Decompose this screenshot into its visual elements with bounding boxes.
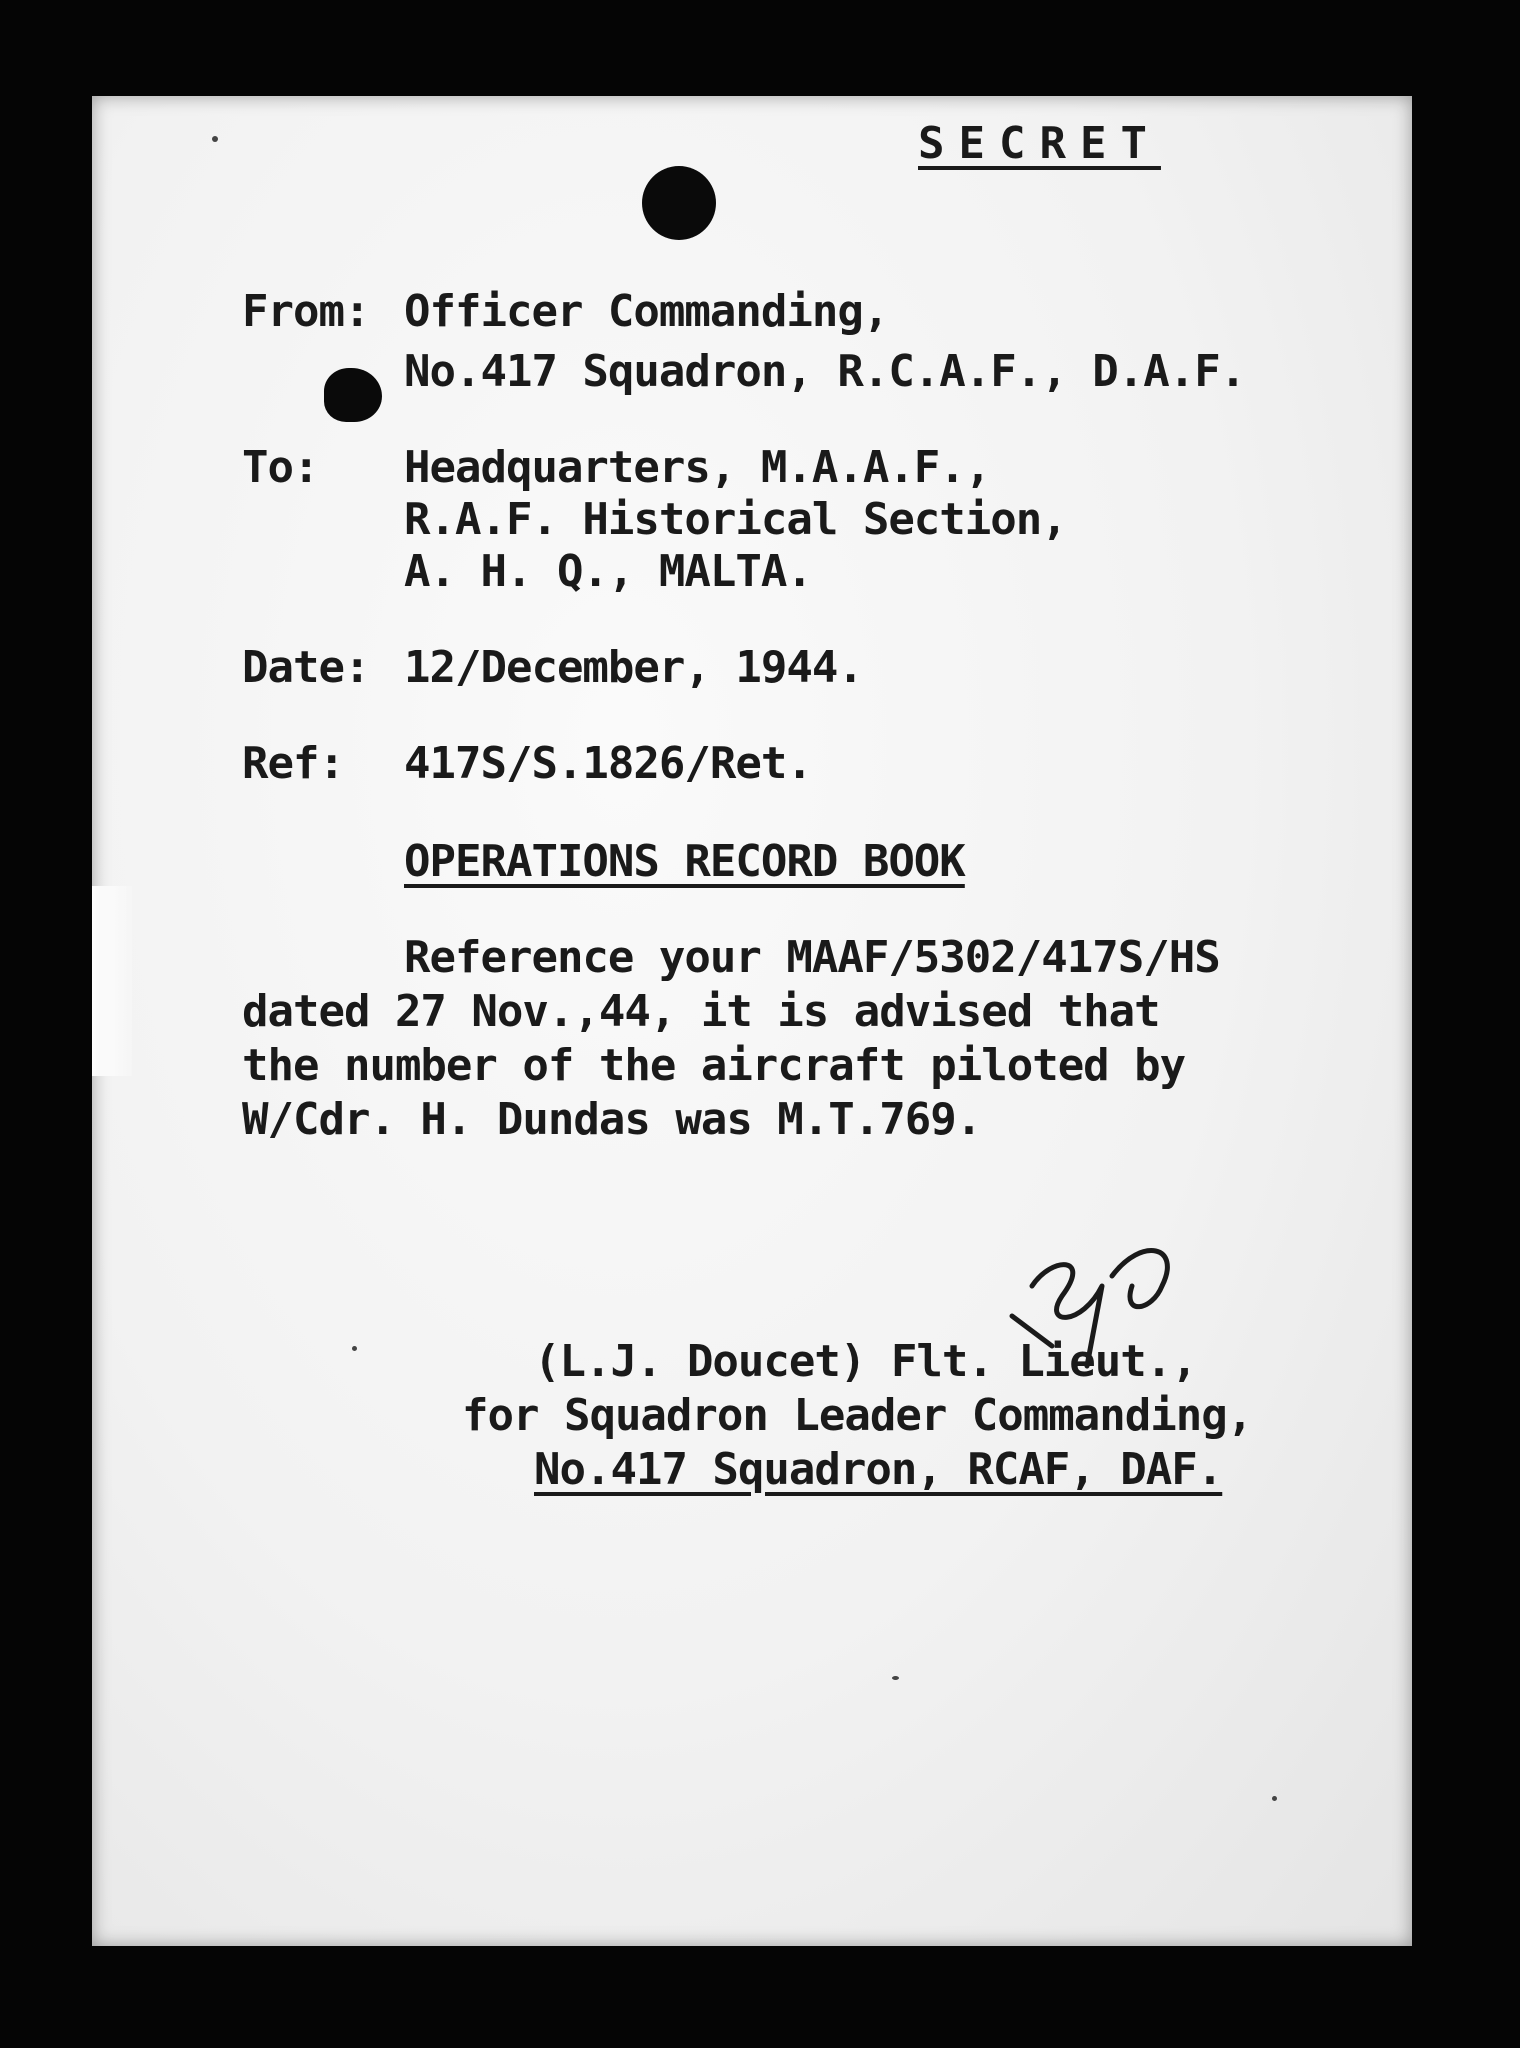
ink-blot — [324, 368, 382, 422]
to-line-3: A. H. Q., MALTA. — [404, 546, 812, 597]
paper-speck — [1272, 1796, 1277, 1801]
from-line-2: No.417 Squadron, R.C.A.F., D.A.F. — [404, 346, 1246, 397]
signatory-role: for Squadron Leader Commanding, — [462, 1390, 1253, 1441]
to-line-2: R.A.F. Historical Section, — [404, 494, 1067, 545]
signatory-unit: No.417 Squadron, RCAF, DAF. — [534, 1444, 1223, 1495]
paper-speck — [892, 1676, 899, 1680]
body-line-3: the number of the aircraft piloted by — [242, 1040, 1186, 1091]
to-label: To: — [242, 442, 319, 493]
paper-tear-mark — [92, 886, 132, 1076]
subject-heading: OPERATIONS RECORD BOOK — [404, 836, 965, 887]
punch-hole — [642, 166, 716, 240]
from-line-1: Officer Commanding, — [404, 286, 889, 337]
date-value: 12/December, 1944. — [404, 642, 863, 693]
body-line-1: Reference your MAAF/5302/417S/HS — [404, 932, 1220, 983]
ref-label: Ref: — [242, 738, 344, 789]
signatory-name: (L.J. Doucet) Flt. Lieut., — [534, 1336, 1197, 1387]
paper-speck — [212, 136, 218, 142]
paper-speck — [352, 1346, 357, 1351]
from-label: From: — [242, 286, 370, 337]
ref-value: 417S/S.1826/Ret. — [404, 738, 812, 789]
document-page — [92, 96, 1412, 1946]
date-label: Date: — [242, 642, 370, 693]
classification-stamp: SECRET — [918, 118, 1161, 169]
to-line-1: Headquarters, M.A.A.F., — [404, 442, 991, 493]
body-line-2: dated 27 Nov.,44, it is advised that — [242, 986, 1160, 1037]
body-line-4: W/Cdr. H. Dundas was M.T.769. — [242, 1094, 982, 1145]
